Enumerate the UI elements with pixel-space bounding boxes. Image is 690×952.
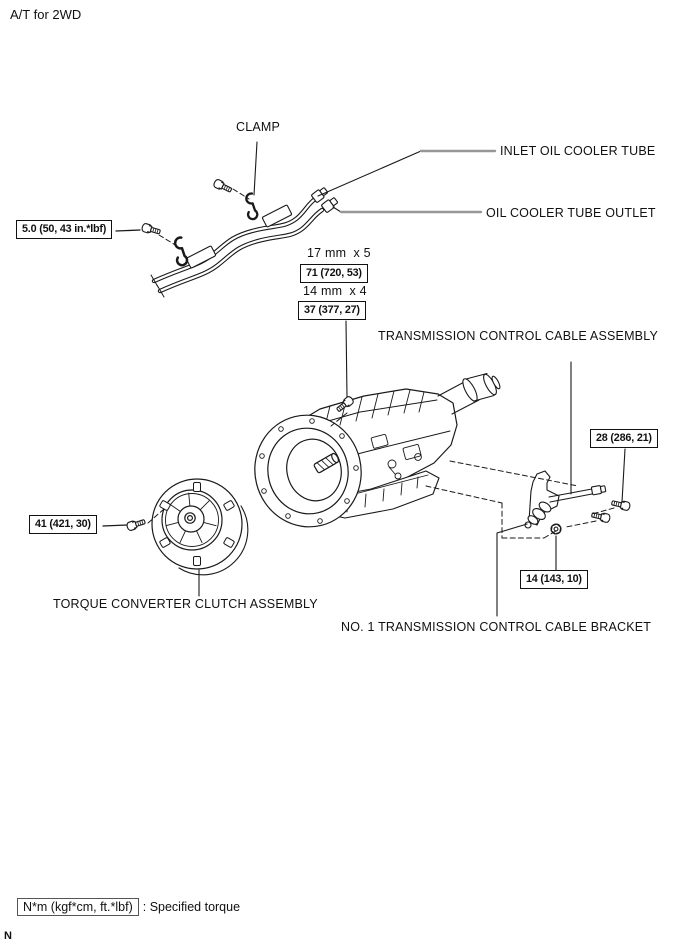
label-bolt-size-17mm: 17 mm x 5: [307, 246, 371, 260]
torque-box-14mm-bolt: 37 (377, 27): [298, 301, 366, 320]
label-torque-converter-clutch: TORQUE CONVERTER CLUTCH ASSEMBLY: [53, 597, 318, 611]
torque-box-clamp-bolt: 5.0 (50, 43 in.*lbf): [16, 220, 112, 239]
clamp-bolt: [141, 223, 161, 236]
label-transmission-control-cable: TRANSMISSION CONTROL CABLE ASSEMBLY: [378, 329, 658, 343]
torque-unit-box: N*m (kgf*cm, ft.*lbf): [17, 898, 139, 916]
label-clamp: CLAMP: [236, 120, 281, 134]
torque-legend: [17, 898, 240, 916]
clamp-bolt: [213, 179, 233, 195]
cable-bracket: [525, 471, 606, 528]
converter-bolt: [126, 518, 146, 532]
torque-box-bracket-bolt: 28 (286, 21): [590, 429, 658, 448]
torque-legend-text: : Specified torque: [142, 900, 241, 914]
label-bolt-size-14mm: 14 mm x 4: [303, 284, 367, 298]
tube-clamp: [172, 237, 190, 266]
tube-union-sleeve: [186, 246, 216, 269]
label-inlet-oil-cooler-tube: INLET OIL COOLER TUBE: [500, 144, 656, 158]
tube-clamp: [244, 193, 261, 220]
page-title: A/T for 2WD: [10, 7, 82, 22]
torque-box-converter-bolt: 41 (421, 30): [29, 515, 97, 534]
label-no1-control-cable-bracket: NO. 1 TRANSMISSION CONTROL CABLE BRACKET: [341, 620, 652, 634]
torque-converter: [152, 479, 248, 575]
torque-box-cable-nut: 14 (143, 10): [520, 570, 588, 589]
page-corner-letter: N: [4, 930, 12, 942]
bracket-bolt: [611, 499, 631, 511]
label-oil-cooler-tube-outlet: OIL COOLER TUBE OUTLET: [486, 206, 656, 220]
torque-box-17mm-bolt: 71 (720, 53): [300, 264, 368, 283]
